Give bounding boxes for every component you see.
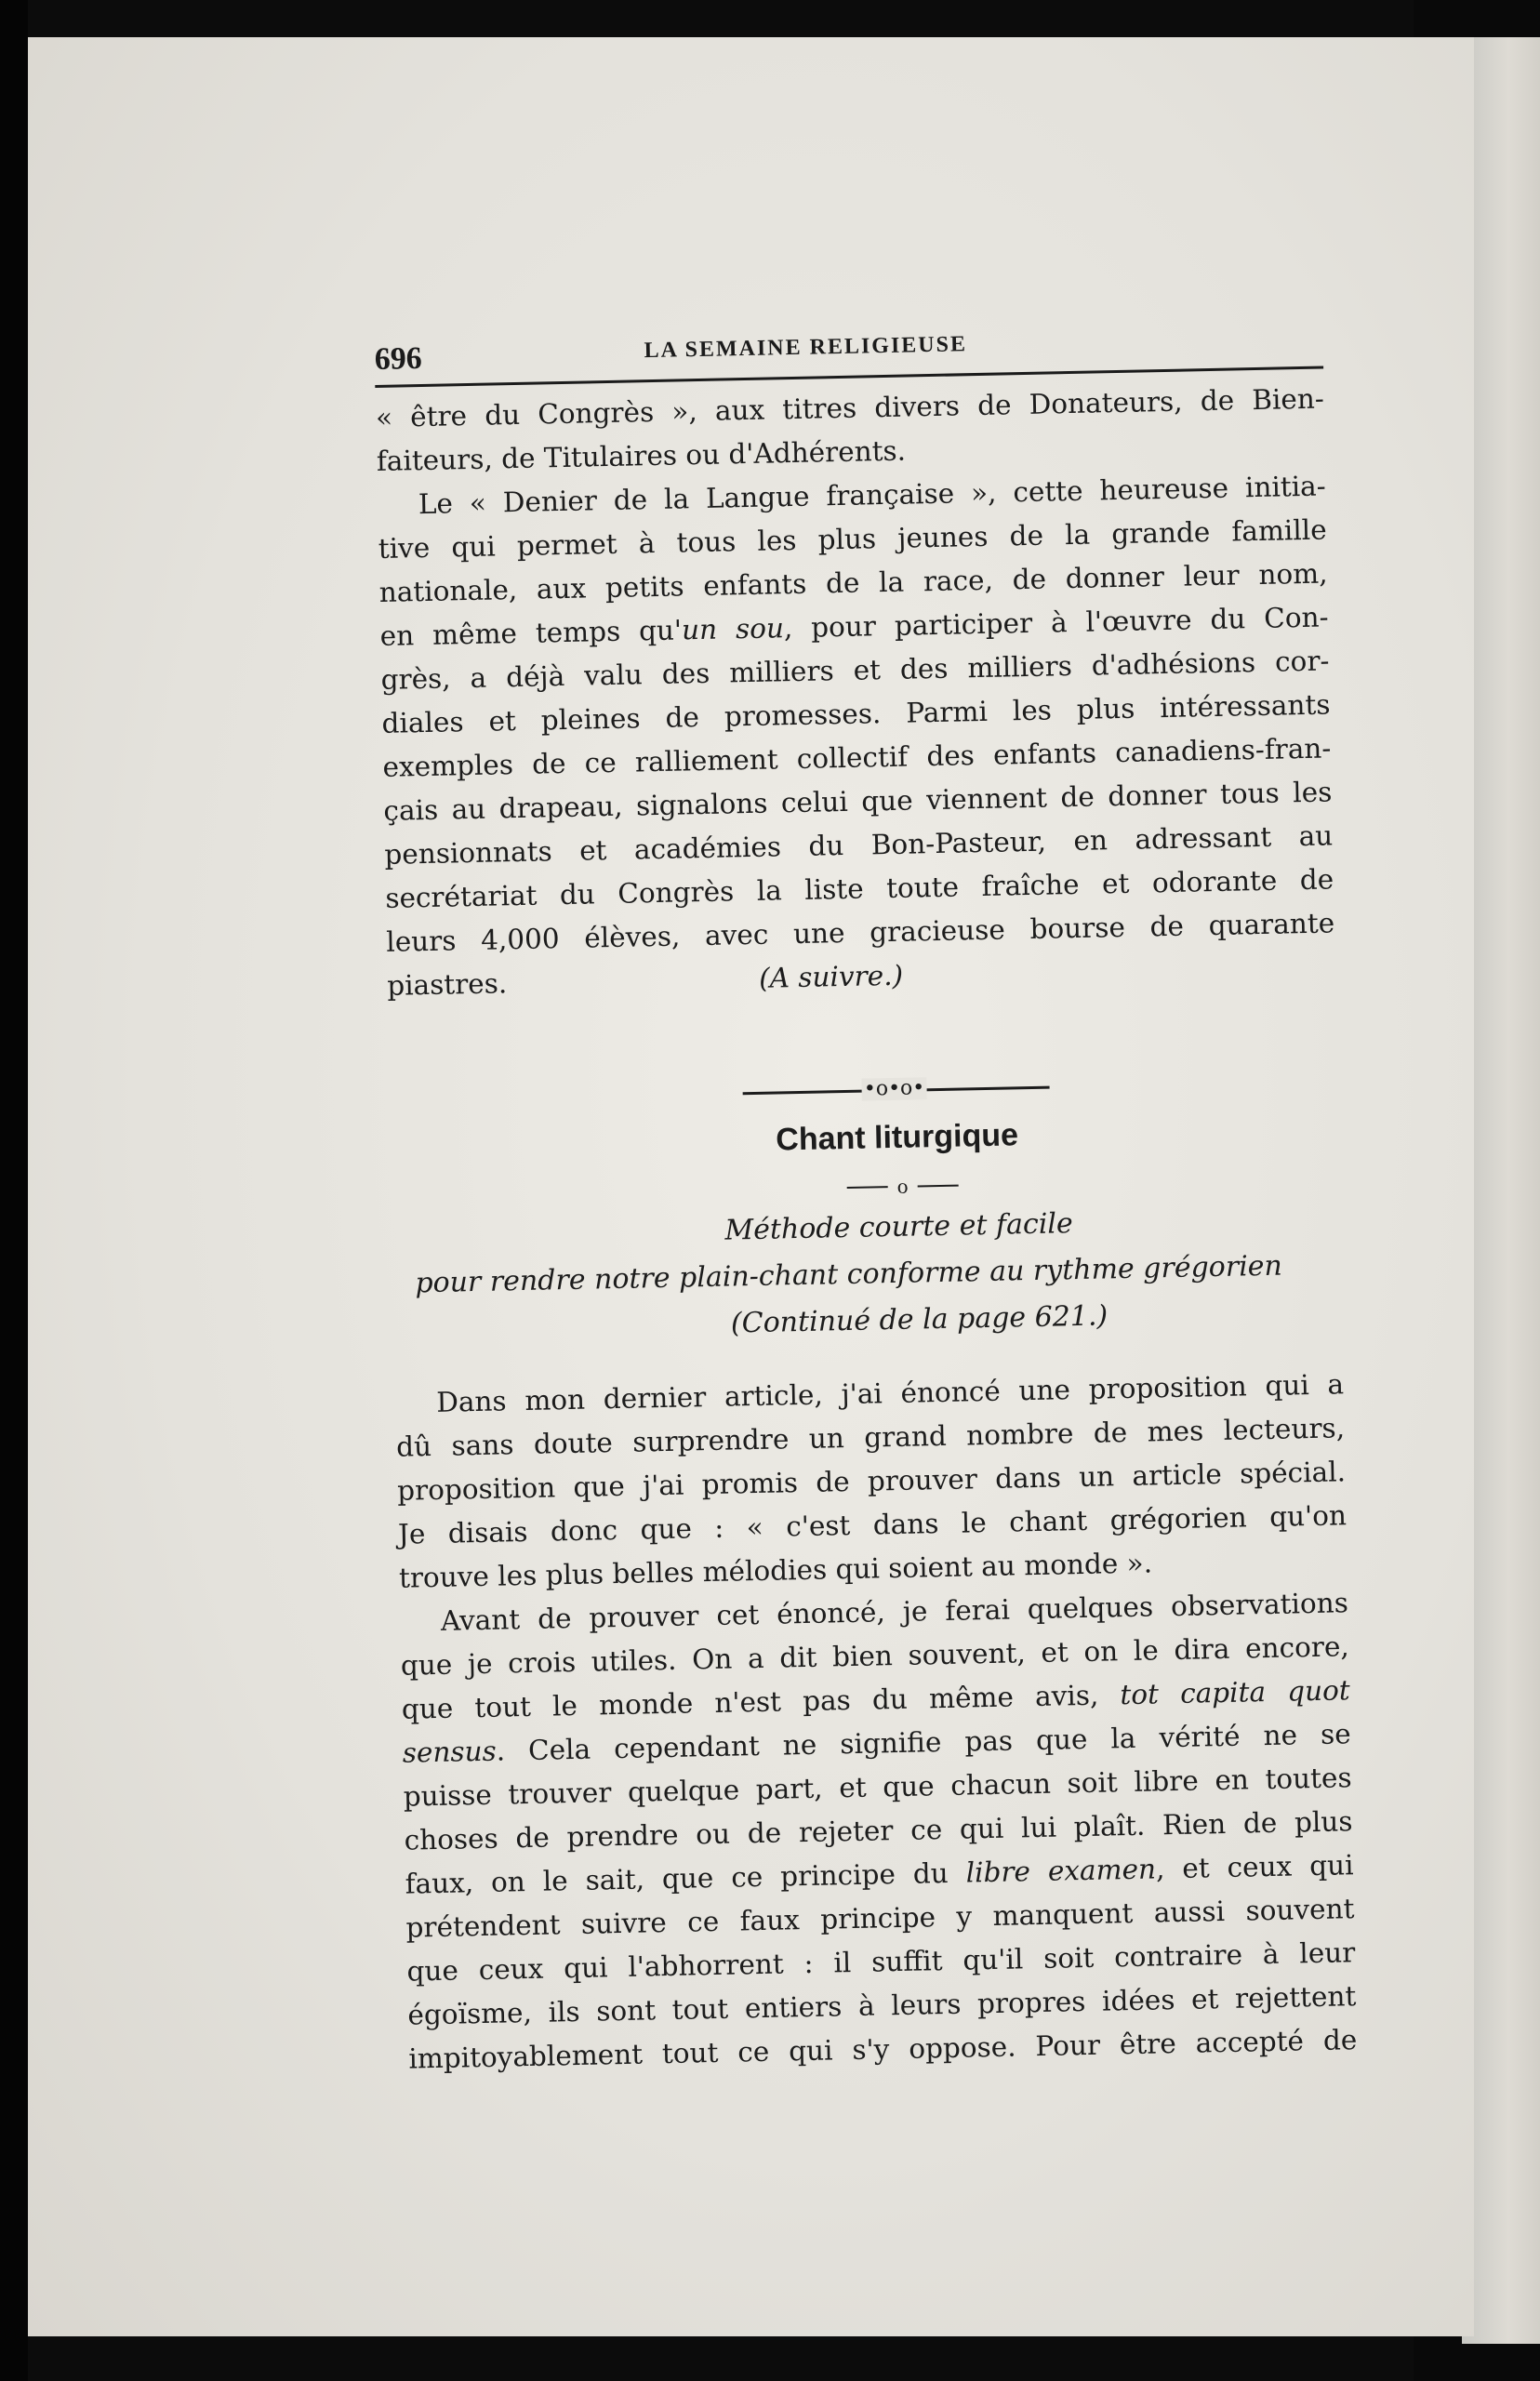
article-subtitle-2: pour rendre notre plain-chant conforme au rythme grégorien <box>415 1249 1283 1300</box>
text-line: prétendent suivre ce faux principe y manquent aussi souvent <box>405 1893 1355 1944</box>
text-line: égoïsme, ils sont tout entiers à leurs propres idées et rejettent <box>407 1980 1357 2031</box>
film-edge-left <box>0 0 28 2381</box>
section-ornament <box>390 1072 1338 1110</box>
text-line: Avant de prouver cet énoncé, je ferai quelques observations <box>440 1587 1349 1637</box>
text-line: que ceux qui l'abhorrent : il suffit qu'il soit contraire à leur <box>406 1936 1356 1988</box>
separator-dash <box>918 1185 959 1188</box>
text-line: faux, on le sait, que ce principe du libre examen, et ceux qui <box>405 1849 1354 1900</box>
continued-note: (A suivre.) <box>758 959 904 994</box>
text-line: que tout le monde n'est pas du même avis, tot capita quot <box>401 1674 1350 1725</box>
text-line: que je crois utiles. On a dit bien souvent, et on le dira encore, <box>400 1630 1350 1682</box>
text-line: dû sans doute surprendre un grand nombre de mes lecteurs, <box>395 1412 1346 1463</box>
text-line: Le « Denier de la Langue française », cette heureuse initia- <box>418 470 1327 521</box>
separator-dash <box>847 1186 888 1189</box>
text-line: sensus. Cela cependant ne signifie pas que la vérité ne se <box>402 1718 1351 1769</box>
running-head <box>374 307 1323 381</box>
text-line: secrétariat du Congrès la liste toute fraîche et odorante de <box>385 863 1334 914</box>
paragraph-article-1 <box>395 1363 1348 1600</box>
text-line: Dans mon dernier article, j'ai énoncé une proposition qui a <box>435 1368 1345 1418</box>
article-subtitle: Méthode courte et facile <box>724 1207 1074 1247</box>
ornament-knot-icon: •o•o• <box>861 1077 926 1100</box>
continuation-note: (Continué de la page 621.) <box>730 1299 1109 1340</box>
text-line: piastres. <box>386 967 508 1002</box>
paragraph-article-2 <box>400 1581 1358 2081</box>
paragraph-denier <box>377 464 1335 1007</box>
text-line: faiteurs, de Titulaires ou d'Adhérents. <box>376 434 907 477</box>
journal-title: LA SEMAINE RELIGIEUSE <box>644 332 968 364</box>
text-line: trouve les plus belles mélodies qui soient au monde ». <box>398 1547 1153 1594</box>
text-line: Je disais donc que : « c'est dans le chant grégorien qu'on <box>397 1499 1348 1550</box>
page-number: 696 <box>374 340 423 377</box>
text-line: choses de prendre ou de rejeter ce qui lui plaît. Rien de plus <box>404 1805 1353 1856</box>
text-line: pensionnats et académies du Bon-Pasteur, en adressant au <box>384 819 1334 871</box>
text-line: nationale, aux petits enfants de la race, de donner leur nom, <box>378 557 1328 608</box>
body-text <box>376 378 1358 2082</box>
text-line: proposition que j'ai promis de prouver dans un article spécial. <box>396 1456 1347 1507</box>
text-line: puisse trouver quelque part, et que chacun soit libre en toutes <box>403 1762 1352 1813</box>
text-line: « être du Congrès », aux titres divers de Donateurs, de Bien- <box>375 382 1325 433</box>
text-block <box>374 305 1414 2138</box>
article-title: Chant liturgique <box>775 1117 1019 1158</box>
text-line: leurs 4,000 élèves, avec une gracieuse bourse de quarante <box>385 907 1335 958</box>
text-line: exemples de ce ralliement collectif des enfants canadiens-fran- <box>382 732 1332 783</box>
scanned-page <box>28 37 1474 2336</box>
text-line: diales et pleines de promesses. Parmi les plus intéressants <box>381 688 1331 739</box>
text-line: çais au drapeau, signalons celui que viennent de donner tous les <box>383 776 1333 827</box>
text-line: tive qui permet à tous les plus jeunes de la grande famille <box>378 513 1327 565</box>
text-line: en même temps qu'un sou, pour participer à l'œuvre du Con- <box>379 601 1329 652</box>
separator-glyph: o <box>896 1175 909 1198</box>
text-line: impitoyablement tout ce qui s'y oppose. Pour être accepté de <box>408 2024 1358 2075</box>
text-line: grès, a déjà valu des milliers et des milliers d'adhésions cor- <box>380 645 1330 696</box>
